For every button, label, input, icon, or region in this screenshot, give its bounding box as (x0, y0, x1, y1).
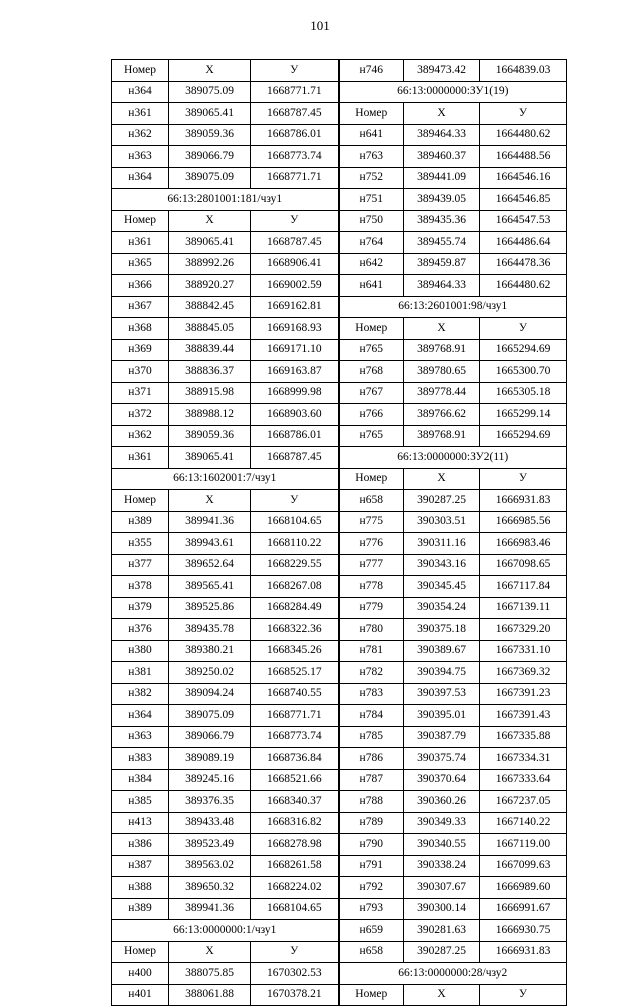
table-cell: X (169, 60, 251, 82)
table-cell: н775 (339, 511, 404, 533)
table-cell: 390287.25 (404, 941, 480, 963)
table-row (112, 103, 567, 125)
table-cell: 389943.61 (169, 533, 251, 555)
table-cell: 1667098.65 (480, 554, 567, 576)
table-cell: 390338.24 (404, 855, 480, 877)
table-cell: н363 (112, 146, 169, 168)
table-cell: 1664546.85 (480, 189, 567, 211)
table-cell: н778 (339, 576, 404, 598)
table-cell: 1667329.20 (480, 619, 567, 641)
table-row (112, 791, 567, 813)
table-cell: 1667369.32 (480, 662, 567, 684)
table-cell: 388836.37 (169, 361, 251, 383)
table-cell: 389941.36 (169, 511, 251, 533)
table-cell: 1668773.74 (251, 726, 339, 748)
table-cell: н361 (112, 447, 169, 469)
table-cell: н792 (339, 877, 404, 899)
table-cell: У (251, 210, 339, 232)
table-cell: 1668224.02 (251, 877, 339, 899)
table-cell: 1664547.53 (480, 210, 567, 232)
table-cell: 1669168.93 (251, 318, 339, 340)
table-row (112, 812, 567, 834)
table-row (112, 124, 567, 146)
table-cell: 389066.79 (169, 726, 251, 748)
table-row (112, 361, 567, 383)
table-cell: 389065.41 (169, 447, 251, 469)
table-cell: 1668322.36 (251, 619, 339, 641)
table-cell: н380 (112, 640, 169, 662)
table-cell: У (480, 468, 567, 490)
table-cell: н786 (339, 748, 404, 770)
table-cell: Номер (339, 468, 404, 490)
table-cell: 1668316.82 (251, 812, 339, 834)
table-cell: 389525.86 (169, 597, 251, 619)
table-cell: 1668787.45 (251, 103, 339, 125)
table-cell: 1667333.64 (480, 769, 567, 791)
table-cell: н369 (112, 339, 169, 361)
table-cell: 1668773.74 (251, 146, 339, 168)
table-cell: 389376.35 (169, 791, 251, 813)
table-cell: 388920.27 (169, 275, 251, 297)
table-cell: 390375.74 (404, 748, 480, 770)
table-cell: X (404, 468, 480, 490)
table-cell: 1670302.53 (251, 963, 339, 985)
table-row (112, 339, 567, 361)
table-cell: 1664486.64 (480, 232, 567, 254)
table-row (112, 60, 567, 82)
table-cell: X (404, 103, 480, 125)
table-cell: н658 (339, 941, 404, 963)
table-cell: 390394.75 (404, 662, 480, 684)
table-cell: 1669163.87 (251, 361, 339, 383)
table-cell: У (251, 490, 339, 512)
table-cell: 388061.88 (169, 984, 251, 1006)
table-cell: н366 (112, 275, 169, 297)
table-row (112, 855, 567, 877)
table-cell: 389075.09 (169, 167, 251, 189)
table-cell: 389380.21 (169, 640, 251, 662)
table-cell: 390303.51 (404, 511, 480, 533)
table-cell: 1665305.18 (480, 382, 567, 404)
table-row (112, 318, 567, 340)
table-cell: н387 (112, 855, 169, 877)
table-cell: н363 (112, 726, 169, 748)
table-cell: 1668521.66 (251, 769, 339, 791)
table-cell: н658 (339, 490, 404, 512)
table-cell: н355 (112, 533, 169, 555)
table-cell: 1667391.43 (480, 705, 567, 727)
table-row (112, 425, 567, 447)
table-row (112, 146, 567, 168)
table-cell: 388839.44 (169, 339, 251, 361)
table-cell: 390340.55 (404, 834, 480, 856)
table-cell: 1668906.41 (251, 253, 339, 275)
table-cell: 389075.09 (169, 81, 251, 103)
table-cell: 389250.02 (169, 662, 251, 684)
table-cell: 390311.16 (404, 533, 480, 555)
table-cell: н751 (339, 189, 404, 211)
table-cell: 389652.64 (169, 554, 251, 576)
table-cell: X (169, 210, 251, 232)
table-row (112, 597, 567, 619)
table-cell: 1667117.84 (480, 576, 567, 598)
table-cell: н365 (112, 253, 169, 275)
table-cell: 389523.49 (169, 834, 251, 856)
table-cell: н382 (112, 683, 169, 705)
table-cell: 389441.09 (404, 167, 480, 189)
table-row (112, 920, 567, 942)
table-cell: 389778.44 (404, 382, 480, 404)
table-cell: 1667335.88 (480, 726, 567, 748)
table-cell: 1667119.00 (480, 834, 567, 856)
table-cell: н765 (339, 425, 404, 447)
table-row (112, 748, 567, 770)
table-cell: 1668736.84 (251, 748, 339, 770)
table-cell: 390395.01 (404, 705, 480, 727)
table-cell: У (480, 984, 567, 1006)
table-cell: 389464.33 (404, 124, 480, 146)
table-cell: 388075.85 (169, 963, 251, 985)
table-cell: 1665300.70 (480, 361, 567, 383)
table-cell: 1666985.56 (480, 511, 567, 533)
table-cell: У (480, 103, 567, 125)
table-cell: 1669002.59 (251, 275, 339, 297)
table-cell: 1667334.31 (480, 748, 567, 770)
table-cell: 389094.24 (169, 683, 251, 705)
table-cell: 1668104.65 (251, 898, 339, 920)
table-cell: 390287.25 (404, 490, 480, 512)
table-row (112, 640, 567, 662)
table-cell: 1666930.75 (480, 920, 567, 942)
table-cell: н389 (112, 898, 169, 920)
table-cell: 390300.14 (404, 898, 480, 920)
table-cell: 1664478.36 (480, 253, 567, 275)
section-header-cell: 66:13:2601001:98/чзу1 (339, 296, 567, 318)
table-cell: н372 (112, 404, 169, 426)
table-cell: н787 (339, 769, 404, 791)
table-cell: 388988.12 (169, 404, 251, 426)
table-cell: 389650.32 (169, 877, 251, 899)
table-row (112, 705, 567, 727)
table-cell: 389075.09 (169, 705, 251, 727)
table-cell: 1664480.62 (480, 124, 567, 146)
table-cell: 390307.67 (404, 877, 480, 899)
table-cell: 1668278.98 (251, 834, 339, 856)
table-row (112, 296, 567, 318)
table-cell: 1665294.69 (480, 425, 567, 447)
table-cell: 389059.36 (169, 425, 251, 447)
table-cell: 1666931.83 (480, 490, 567, 512)
table-cell: 389768.91 (404, 339, 480, 361)
table-cell: н386 (112, 834, 169, 856)
table-cell: н764 (339, 232, 404, 254)
table-cell: 1668104.65 (251, 511, 339, 533)
table-row (112, 984, 567, 1006)
table-cell: н376 (112, 619, 169, 641)
table-cell: 1668786.01 (251, 425, 339, 447)
table-cell: 1668786.01 (251, 124, 339, 146)
table-cell: 1668999.98 (251, 382, 339, 404)
table-cell: н659 (339, 920, 404, 942)
table-cell: н768 (339, 361, 404, 383)
table-cell: 1668740.55 (251, 683, 339, 705)
table-cell: X (404, 984, 480, 1006)
table-cell: 389459.87 (404, 253, 480, 275)
table-cell: н779 (339, 597, 404, 619)
table-cell: 389066.79 (169, 146, 251, 168)
table-cell: н413 (112, 812, 169, 834)
table-cell: н777 (339, 554, 404, 576)
table-cell: Номер (339, 318, 404, 340)
table-cell: н785 (339, 726, 404, 748)
table-cell: 390397.53 (404, 683, 480, 705)
table-cell: Номер (339, 984, 404, 1006)
table-row (112, 167, 567, 189)
table-row (112, 877, 567, 899)
table-cell: 389059.36 (169, 124, 251, 146)
table-cell: н367 (112, 296, 169, 318)
table-row (112, 189, 567, 211)
table-cell: Номер (339, 103, 404, 125)
table-cell: 390389.67 (404, 640, 480, 662)
table-cell: 389455.74 (404, 232, 480, 254)
table-cell: 389065.41 (169, 232, 251, 254)
table-cell: 389565.41 (169, 576, 251, 598)
table-cell: 1669162.81 (251, 296, 339, 318)
table-row (112, 683, 567, 705)
table-cell: н789 (339, 812, 404, 834)
table-cell: Номер (112, 60, 169, 82)
table-cell: 1664839.03 (480, 60, 567, 82)
coordinates-table (111, 59, 567, 1006)
table-cell: н361 (112, 103, 169, 125)
table-cell: н389 (112, 511, 169, 533)
table-cell: 390360.26 (404, 791, 480, 813)
table-cell: 1666991.67 (480, 898, 567, 920)
table-row (112, 554, 567, 576)
table-cell: н384 (112, 769, 169, 791)
page-number: 101 (310, 18, 330, 33)
table-cell: н763 (339, 146, 404, 168)
table-cell: н370 (112, 361, 169, 383)
table-row (112, 726, 567, 748)
table-cell: 390281.63 (404, 920, 480, 942)
table-cell: 1668771.71 (251, 705, 339, 727)
table-cell: н784 (339, 705, 404, 727)
table-row (112, 576, 567, 598)
table-cell: н379 (112, 597, 169, 619)
table-cell: 1664480.62 (480, 275, 567, 297)
table-cell: 1668787.45 (251, 232, 339, 254)
table-cell: Номер (112, 941, 169, 963)
table-cell: Номер (112, 490, 169, 512)
table-cell: Номер (112, 210, 169, 232)
table-cell: 389464.33 (404, 275, 480, 297)
table-cell: 1667099.63 (480, 855, 567, 877)
table-cell: н641 (339, 275, 404, 297)
table-row (112, 468, 567, 490)
section-header-cell: 66:13:0000000:1/чзу1 (112, 920, 339, 942)
table-row (112, 834, 567, 856)
table-cell: 1668345.26 (251, 640, 339, 662)
table-cell: н793 (339, 898, 404, 920)
table-cell: 390387.79 (404, 726, 480, 748)
table-cell: н400 (112, 963, 169, 985)
table-cell: н790 (339, 834, 404, 856)
table-cell: 1668787.45 (251, 447, 339, 469)
table-cell: 389768.91 (404, 425, 480, 447)
table-cell: 389780.65 (404, 361, 480, 383)
table-cell: н642 (339, 253, 404, 275)
table-cell: 389766.62 (404, 404, 480, 426)
table-cell: н783 (339, 683, 404, 705)
table-row (112, 898, 567, 920)
table-cell: 1670378.21 (251, 984, 339, 1006)
table-cell: У (480, 318, 567, 340)
table-cell: 389089.19 (169, 748, 251, 770)
table-cell: 1667237.05 (480, 791, 567, 813)
table-cell: 1664546.16 (480, 167, 567, 189)
table-cell: 1667139.11 (480, 597, 567, 619)
section-header-cell: 66:13:2801001:181/чзу1 (112, 189, 339, 211)
table-cell: 1668229.55 (251, 554, 339, 576)
table-cell: 1668771.71 (251, 167, 339, 189)
table-cell: 390345.45 (404, 576, 480, 598)
table-cell: н788 (339, 791, 404, 813)
table-cell: н746 (339, 60, 404, 82)
table-row (112, 253, 567, 275)
table-cell: н401 (112, 984, 169, 1006)
table-cell: 1666989.60 (480, 877, 567, 899)
table-cell: н388 (112, 877, 169, 899)
table-cell: 1667331.10 (480, 640, 567, 662)
table-row (112, 662, 567, 684)
table-row (112, 490, 567, 512)
table-cell: 1668284.49 (251, 597, 339, 619)
table-cell: н368 (112, 318, 169, 340)
table-cell: 390375.18 (404, 619, 480, 641)
table-cell: 389473.42 (404, 60, 480, 82)
table-row (112, 447, 567, 469)
table-cell: X (169, 941, 251, 963)
table-cell: 1668903.60 (251, 404, 339, 426)
table-cell: 1668340.37 (251, 791, 339, 813)
section-header-cell: 66:13:0000000:ЗУ1(19) (339, 81, 567, 103)
table-cell: 389941.36 (169, 898, 251, 920)
table-cell: 1668525.17 (251, 662, 339, 684)
table-cell: 1667140.22 (480, 812, 567, 834)
table-cell: 1668267.08 (251, 576, 339, 598)
table-cell: н750 (339, 210, 404, 232)
table-cell: н362 (112, 425, 169, 447)
table-cell: 389065.41 (169, 103, 251, 125)
table-cell: X (169, 490, 251, 512)
table-row (112, 619, 567, 641)
table-cell: 1666983.46 (480, 533, 567, 555)
table-cell: н362 (112, 124, 169, 146)
table-cell: н782 (339, 662, 404, 684)
table-cell: н378 (112, 576, 169, 598)
table-cell: 389563.02 (169, 855, 251, 877)
table-cell: н383 (112, 748, 169, 770)
table-cell: 1667391.23 (480, 683, 567, 705)
table-cell: 389245.16 (169, 769, 251, 791)
table-row (112, 941, 567, 963)
table-row (112, 232, 567, 254)
table-cell: 1668261.58 (251, 855, 339, 877)
table-cell: 389439.05 (404, 189, 480, 211)
table-cell: н361 (112, 232, 169, 254)
table-cell: 388845.05 (169, 318, 251, 340)
table-cell: н765 (339, 339, 404, 361)
table-cell: 389435.78 (169, 619, 251, 641)
table-cell: н371 (112, 382, 169, 404)
section-header-cell: 66:13:0000000:ЗУ2(11) (339, 447, 567, 469)
table-cell: 390343.16 (404, 554, 480, 576)
table-cell: н364 (112, 167, 169, 189)
table-cell: X (404, 318, 480, 340)
table-cell: 390349.33 (404, 812, 480, 834)
table-cell: У (251, 60, 339, 82)
table-row (112, 81, 567, 103)
section-header-cell: 66:13:1602001:7/чзу1 (112, 468, 339, 490)
table-cell: 1668771.71 (251, 81, 339, 103)
table-cell: 1668110.22 (251, 533, 339, 555)
section-header-cell: 66:13:0000000:28/чзу2 (339, 963, 567, 985)
table-cell: н767 (339, 382, 404, 404)
table-row (112, 275, 567, 297)
table-cell: 388842.45 (169, 296, 251, 318)
table-cell: 1665299.14 (480, 404, 567, 426)
table-cell: н364 (112, 81, 169, 103)
table-cell: н752 (339, 167, 404, 189)
table-row (112, 511, 567, 533)
table-cell: н641 (339, 124, 404, 146)
table-cell: н364 (112, 705, 169, 727)
table-cell: н385 (112, 791, 169, 813)
table-cell: н766 (339, 404, 404, 426)
table-cell: н780 (339, 619, 404, 641)
table-cell: 388992.26 (169, 253, 251, 275)
table-cell: 390370.64 (404, 769, 480, 791)
table-cell: н377 (112, 554, 169, 576)
table-cell: н791 (339, 855, 404, 877)
table-cell: н781 (339, 640, 404, 662)
table-row (112, 404, 567, 426)
table-cell: 1664488.56 (480, 146, 567, 168)
table-cell: 389435.36 (404, 210, 480, 232)
table-cell: 390354.24 (404, 597, 480, 619)
table-row (112, 769, 567, 791)
table-cell: н381 (112, 662, 169, 684)
table-row (112, 382, 567, 404)
table-cell: 1669171.10 (251, 339, 339, 361)
table-cell: У (251, 941, 339, 963)
table-row (112, 963, 567, 985)
table-cell: 389433.48 (169, 812, 251, 834)
table-cell: 388915.98 (169, 382, 251, 404)
table-cell: 1665294.69 (480, 339, 567, 361)
table-cell: 389460.37 (404, 146, 480, 168)
table-cell: 1666931.83 (480, 941, 567, 963)
table-row (112, 210, 567, 232)
table-row (112, 533, 567, 555)
table-cell: н776 (339, 533, 404, 555)
